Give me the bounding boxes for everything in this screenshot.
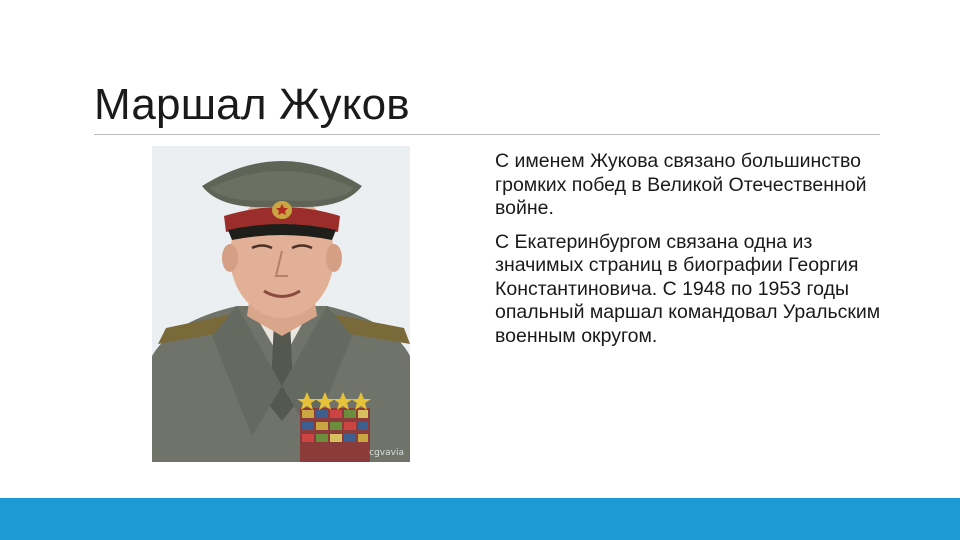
- body-paragraph-1: С именем Жукова связано большинство громких побед в Великой Отечественной войне.: [495, 150, 867, 219]
- body-paragraph-2: С Екатеринбургом связана одна из значимых страниц в биографии Георгия Константиновича. С 1948 по 1953 годы опальный маршал командовал Уральским военным округом.: [495, 230, 881, 347]
- footer-accent-bar: [0, 498, 960, 540]
- slide-body: [495, 150, 885, 358]
- portrait-photo: [152, 146, 410, 462]
- slide-title: Маршал Жуков: [94, 80, 410, 129]
- photo-watermark: cgvavia: [369, 448, 404, 458]
- title-divider: [94, 134, 880, 135]
- marshal-portrait-illustration: [152, 146, 410, 462]
